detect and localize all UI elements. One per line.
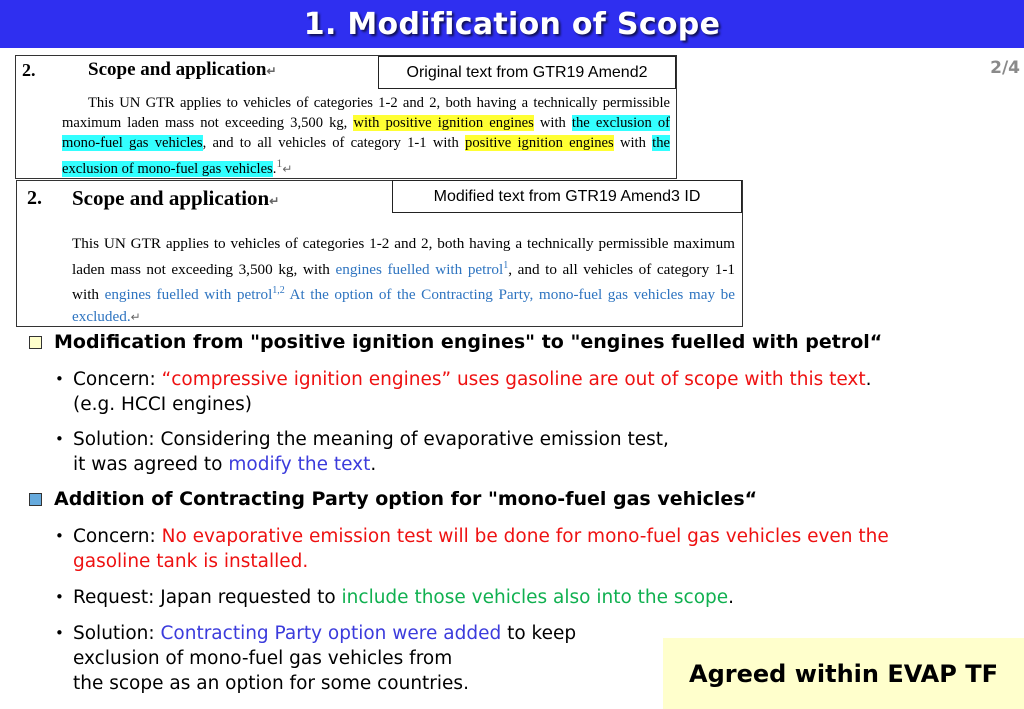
text: it was agreed to [73,454,229,475]
changed-text: engines fuelled with petrol [104,286,273,304]
modification-heading [29,331,882,353]
solution-text-3: the scope as an option for some countries. [73,673,469,694]
punct: . [865,369,872,390]
modified-text-callout: Modified text from GTR19 Amend3 ID [392,180,742,213]
para-text: with [613,135,653,151]
para-text: , and to all vehicles of category 1-1 with [72,260,736,304]
para-text: with [533,115,572,131]
concern-text [73,524,889,549]
concern-example: (e.g. HCCI engines) [73,394,253,415]
square-bullet-icon [29,493,42,506]
highlight-cyan: the exclusion of mono-fuel gas vehicles [62,115,670,151]
para-text: This UN GTR applies to vehicles of categories 1-2 and 2, both having a technically permissible maximum laden mass not exceeding 3,500 kg, with [72,235,735,278]
modified-paragraph [72,233,735,328]
section-number: 2. [22,60,36,80]
concern-text [73,367,872,392]
para-text: This UN GTR applies to vehicles of categories 1-2 and 2, both having a technically permissible maximum laden mass not exceeding 3,500 kg, [62,95,670,131]
punct: . [370,454,377,475]
request-text [73,585,734,610]
concern-highlight: No evaporative emission test will be done for mono-fuel gas vehicles even the [161,526,889,547]
section-heading [72,186,279,211]
original-paragraph [62,93,670,179]
solution-text-2 [73,452,376,477]
square-bullet-icon [29,336,42,349]
agreed-box: Agreed within EVAP TF [663,638,1024,709]
title-bar [0,0,1024,48]
highlight-yellow: with positive ignition engines [353,115,534,131]
page-number: 2/4 [990,58,1020,78]
solution-text: Solution: Considering the meaning of evaporative emission test, [73,429,669,450]
concern-highlight: gasoline tank is installed. [73,551,309,572]
label: Solution: [73,623,161,644]
heading-text: Addition of Contracting Party option for "mono-fuel gas vehicles“ [54,488,758,510]
edit-mark: ↵ [269,194,280,208]
request-highlight: include those vehicles also into the scope [341,587,729,608]
footnote-ref: 1,2 [272,285,285,297]
bullet-icon: • [55,527,64,545]
heading-text: Scope and application [72,186,270,210]
original-text-callout: Original text from GTR19 Amend2 [378,56,676,89]
solution-highlight: Contracting Party option were added [160,623,502,644]
para-text: . [272,160,277,177]
addition-heading [29,488,757,510]
bullet-icon: • [55,588,64,606]
bullet-icon: • [55,370,64,388]
label: Concern: [73,369,162,390]
bullet-icon: • [55,430,64,448]
changed-text: engines fuelled with petrol [335,260,504,278]
text: to keep [501,623,577,644]
footnote-ref: 1 [503,259,509,271]
highlight-yellow: positive ignition engines [465,135,614,151]
heading-text: Modification from "positive ignition engines" to "engines fuelled with petrol“ [54,331,883,353]
section-number: 2. [27,187,42,209]
para-text: , and to all vehicles of category 1-1 with [202,135,466,151]
label: Request: Japan requested to [73,587,342,608]
section-heading [88,59,277,81]
page-title: 1. Modification of Scope [303,6,721,42]
punct: . [728,587,735,608]
label: Concern: [73,526,162,547]
solution-text [73,621,576,646]
edit-mark: ↵ [130,309,141,324]
heading-text: Scope and application [88,59,267,80]
changed-text: At the option of the Contracting Party, mono-fuel gas vehicles may be excluded. [72,286,735,325]
bullet-icon: • [55,624,64,642]
edit-mark: ↵ [282,161,293,176]
edit-mark: ↵ [266,64,277,78]
solution-highlight: modify the text [228,454,371,475]
solution-text-2: exclusion of mono-fuel gas vehicles from [73,648,453,669]
highlight-cyan: the exclusion of mono-fuel gas vehicles [62,135,670,177]
concern-highlight: “compressive ignition engines” uses gasoline are out of scope with this text [161,369,866,390]
footnote-ref: 1 [276,156,283,170]
